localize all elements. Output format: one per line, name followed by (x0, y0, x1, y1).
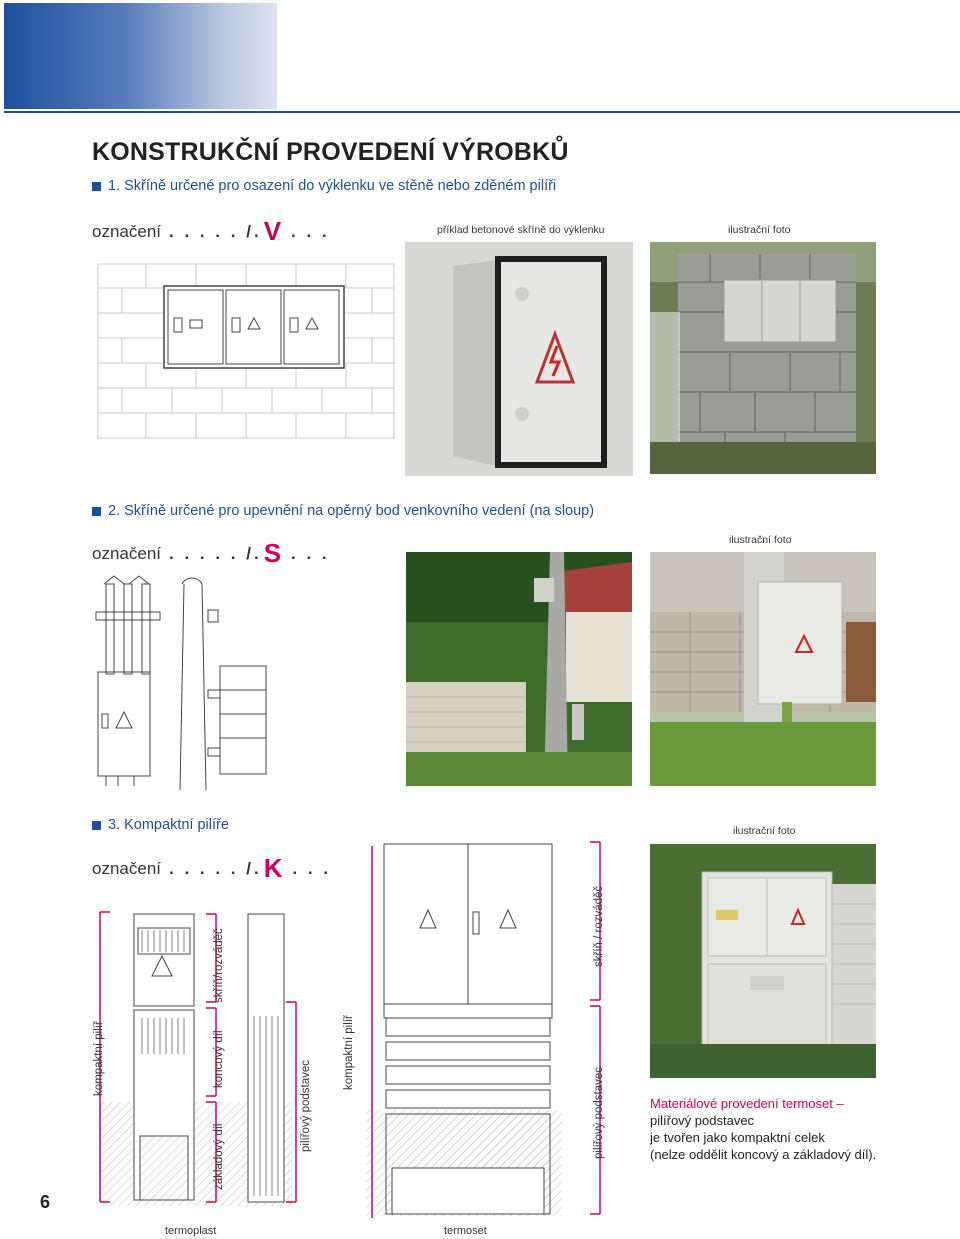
square-bullet-icon (92, 507, 101, 516)
page-title: KONSTRUKČNÍ PROVEDENÍ VÝROBKŮ (92, 138, 569, 166)
label-kompaktni-pilir-left: kompaktní pilíř (93, 1021, 105, 1096)
label-pilirovy-podstavec-left: pilířový podstavec (300, 1059, 312, 1152)
section-1-caption-example: příklad betonové skříně do výklenku (437, 224, 605, 236)
label-kompaktni-pilir-mid: kompaktní pilíř (343, 1015, 355, 1090)
header-gradient-banner (4, 3, 277, 109)
section-3-designation: označení . . . . . /.K . . . (92, 853, 332, 883)
material-note: Materiálové provedení termoset – pilířový podstavec je tvořen jako kompaktní celek (nelze oddělit koncový a základový díl). (650, 1096, 877, 1162)
pole-box-garden-photo (406, 552, 632, 786)
termoset-pillar-drawing (362, 838, 602, 1220)
niche-box-photo (405, 242, 633, 476)
pole-mount-drawing (94, 572, 274, 790)
wall-niche-drawing (96, 262, 396, 440)
section-3-heading: 3. Kompaktní pilíře (92, 817, 229, 833)
section-2-heading: 2. Skříně určené pro upevnění na opěrný bod venkovního vedení (na sloup) (92, 503, 594, 519)
label-zakladovy-dil: základový díl (213, 1123, 225, 1190)
caption-termoplast: termoplast (165, 1225, 217, 1237)
label-skrin-rozvadec: skříň/rozváděč (213, 928, 225, 1003)
caption-termoset: termoset (444, 1225, 487, 1237)
section-2-caption-photo: ilustrační foto (729, 534, 792, 546)
pole-box-fence-photo (650, 552, 876, 786)
section-2-designation: označení . . . . . /.S . . . (92, 538, 330, 568)
section-1-caption-photo: ilustrační foto (728, 224, 791, 236)
square-bullet-icon (92, 182, 101, 191)
label-skrin-rozvadec-right: skříň / rozváděč (593, 885, 605, 967)
termoplast-pillar-drawing (96, 906, 302, 1212)
section-1-heading: 1. Skříně určené pro osazení do výklenku ve stěně nebo zděném pilíři (92, 178, 556, 194)
section-3-caption-photo: ilustrační foto (733, 825, 796, 837)
square-bullet-icon (92, 821, 101, 830)
section-1-designation: označení . . . . . /.V . . . (92, 216, 330, 246)
label-koncovy-dil: koncový díl (213, 1030, 225, 1088)
page-number: 6 (40, 1192, 51, 1212)
stone-pillar-photo (650, 242, 876, 474)
header-rule (4, 111, 960, 113)
label-pilirovy-podstavec-right: pilířový podstavec (593, 1066, 605, 1159)
compact-pillar-photo (650, 844, 876, 1078)
